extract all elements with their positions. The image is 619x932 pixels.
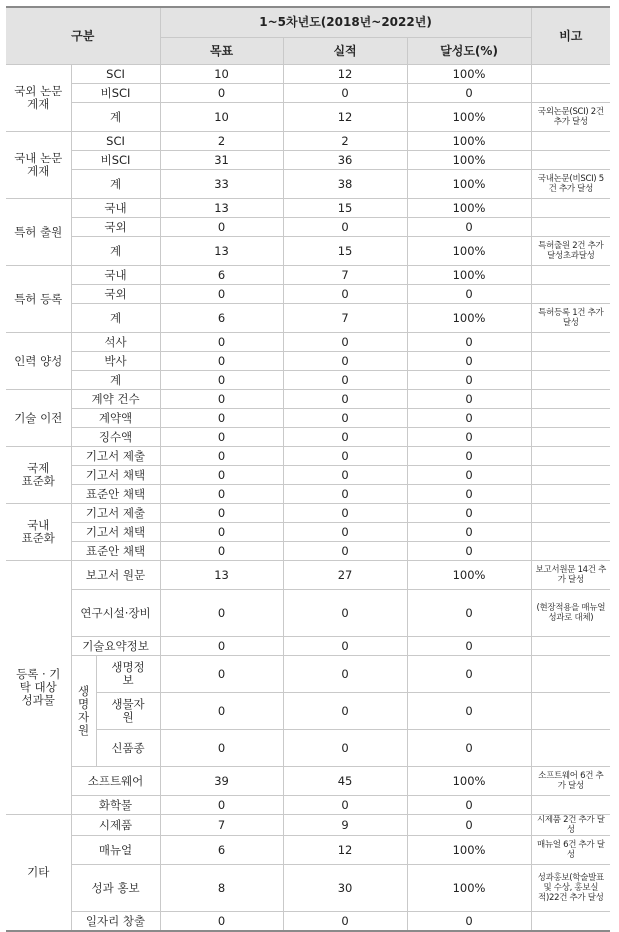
item-label: 표준안 채택 — [71, 485, 160, 504]
item-label: 석사 — [71, 333, 160, 352]
category-label: 기술 이전 — [6, 390, 71, 447]
note-cell — [531, 352, 610, 371]
note-cell — [531, 730, 610, 767]
target-value: 10 — [160, 65, 283, 84]
achievement-value: 100% — [407, 65, 531, 84]
table-row — [6, 590, 610, 637]
achievement-value: 0 — [407, 218, 531, 237]
note-cell — [531, 447, 610, 466]
category-label: 국외 논문 게재 — [6, 65, 71, 132]
item-label: 기고서 제출 — [71, 447, 160, 466]
table-row — [6, 836, 610, 865]
target-value: 13 — [160, 237, 283, 266]
category-label: 특허 등록 — [6, 266, 71, 333]
achievement-value: 100% — [407, 237, 531, 266]
note-cell — [531, 266, 610, 285]
actual-value: 36 — [283, 151, 407, 170]
achievement-value: 0 — [407, 466, 531, 485]
table-row — [6, 65, 610, 84]
table-row — [6, 304, 610, 333]
target-value: 0 — [160, 371, 283, 390]
target-value: 2 — [160, 132, 283, 151]
note-cell: 시제품 2건 추가 달성 — [531, 815, 610, 836]
achievement-value: 0 — [407, 409, 531, 428]
target-value: 0 — [160, 352, 283, 371]
target-value: 0 — [160, 428, 283, 447]
actual-value: 0 — [283, 371, 407, 390]
achievement-value: 0 — [407, 504, 531, 523]
actual-value: 0 — [283, 730, 407, 767]
actual-value: 9 — [283, 815, 407, 836]
table-row — [6, 333, 610, 352]
item-label: 성과 홍보 — [71, 865, 160, 912]
header-period: 1~5차년도(2018년~2022년) — [160, 7, 531, 38]
achievement-value: 100% — [407, 561, 531, 590]
item-label: 생물자 원 — [96, 693, 160, 730]
note-cell: 매뉴얼 6건 추가 달성 — [531, 836, 610, 865]
achievement-value: 100% — [407, 836, 531, 865]
achievement-value: 0 — [407, 371, 531, 390]
note-cell — [531, 65, 610, 84]
achievement-value: 100% — [407, 767, 531, 796]
actual-value: 0 — [283, 409, 407, 428]
note-cell — [531, 333, 610, 352]
item-label: 화학물 — [71, 796, 160, 815]
achievement-value: 100% — [407, 865, 531, 912]
target-value: 0 — [160, 637, 283, 656]
table-row — [6, 656, 610, 693]
note-cell — [531, 693, 610, 730]
performance-table-container — [6, 6, 610, 932]
actual-value: 0 — [283, 504, 407, 523]
table-row — [6, 390, 610, 409]
achievement-value: 0 — [407, 447, 531, 466]
table-row — [6, 266, 610, 285]
header-category: 구분 — [6, 7, 160, 65]
item-label: 계약 건수 — [71, 390, 160, 409]
actual-value: 0 — [283, 523, 407, 542]
note-cell — [531, 151, 610, 170]
item-label: 국내 — [71, 199, 160, 218]
table-row — [6, 199, 610, 218]
achievement-value: 0 — [407, 485, 531, 504]
table-row — [6, 865, 610, 912]
actual-value: 0 — [283, 218, 407, 237]
note-cell — [531, 485, 610, 504]
table-row — [6, 428, 610, 447]
note-cell — [531, 218, 610, 237]
target-value: 6 — [160, 266, 283, 285]
note-cell — [531, 199, 610, 218]
item-label: 매뉴얼 — [71, 836, 160, 865]
header-row-top — [6, 7, 610, 38]
actual-value: 0 — [283, 447, 407, 466]
header-note: 비고 — [531, 7, 610, 65]
item-label: 박사 — [71, 352, 160, 371]
achievement-value: 0 — [407, 730, 531, 767]
table-row — [6, 796, 610, 815]
item-label: 시제품 — [71, 815, 160, 836]
achievement-value: 100% — [407, 103, 531, 132]
achievement-value: 0 — [407, 656, 531, 693]
achievement-value: 0 — [407, 352, 531, 371]
item-label: SCI — [71, 132, 160, 151]
actual-value: 0 — [283, 796, 407, 815]
table-row — [6, 561, 610, 590]
item-label: 계 — [71, 371, 160, 390]
item-label: 기술요약정보 — [71, 637, 160, 656]
item-label: 표준안 채택 — [71, 542, 160, 561]
table-row — [6, 912, 610, 932]
actual-value: 0 — [283, 590, 407, 637]
target-value: 6 — [160, 836, 283, 865]
item-label: 기고서 제출 — [71, 504, 160, 523]
category-label: 국내 표준화 — [6, 504, 71, 561]
table-row — [6, 447, 610, 466]
target-value: 0 — [160, 409, 283, 428]
actual-value: 0 — [283, 693, 407, 730]
actual-value: 38 — [283, 170, 407, 199]
target-value: 8 — [160, 865, 283, 912]
actual-value: 0 — [283, 333, 407, 352]
item-label: SCI — [71, 65, 160, 84]
actual-value: 30 — [283, 865, 407, 912]
table-row — [6, 693, 610, 730]
note-cell — [531, 656, 610, 693]
achievement-value: 100% — [407, 151, 531, 170]
category-label: 인력 양성 — [6, 333, 71, 390]
header-achievement: 달성도(%) — [407, 38, 531, 65]
target-value: 0 — [160, 390, 283, 409]
item-label: 신품종 — [96, 730, 160, 767]
note-cell — [531, 132, 610, 151]
target-value: 13 — [160, 199, 283, 218]
note-cell: 보고서원문 14건 추가 달성 — [531, 561, 610, 590]
note-cell: 성과홍보(학술발표 및 수상, 홍보실적)22건 추가 달성 — [531, 865, 610, 912]
item-label: 국내 — [71, 266, 160, 285]
achievement-value: 0 — [407, 796, 531, 815]
actual-value: 0 — [283, 466, 407, 485]
item-label: 비SCI — [71, 84, 160, 103]
achievement-value: 100% — [407, 170, 531, 199]
target-value: 0 — [160, 523, 283, 542]
table-row — [6, 132, 610, 151]
target-value: 0 — [160, 796, 283, 815]
actual-value: 0 — [283, 656, 407, 693]
actual-value: 0 — [283, 285, 407, 304]
actual-value: 12 — [283, 103, 407, 132]
item-label: 계약액 — [71, 409, 160, 428]
table-row — [6, 151, 610, 170]
achievement-value: 100% — [407, 132, 531, 151]
item-label: 계 — [71, 103, 160, 132]
note-cell — [531, 637, 610, 656]
actual-value: 45 — [283, 767, 407, 796]
note-cell — [531, 466, 610, 485]
achievement-value: 100% — [407, 266, 531, 285]
item-label: 소프트웨어 — [71, 767, 160, 796]
table-row — [6, 767, 610, 796]
note-cell — [531, 542, 610, 561]
target-value: 0 — [160, 693, 283, 730]
actual-value: 0 — [283, 542, 407, 561]
table-row — [6, 409, 610, 428]
note-cell: 국외논문(SCI) 2건 추가 달성 — [531, 103, 610, 132]
table-row — [6, 466, 610, 485]
actual-value: 0 — [283, 84, 407, 103]
item-label: 계 — [71, 304, 160, 333]
target-value: 0 — [160, 84, 283, 103]
item-label: 기고서 채택 — [71, 466, 160, 485]
category-label: 기타 — [6, 815, 71, 932]
note-cell: 특허출원 2건 추가 달성초과달성 — [531, 237, 610, 266]
achievement-value: 100% — [407, 199, 531, 218]
table-row — [6, 542, 610, 561]
performance-table — [6, 6, 610, 932]
target-value: 39 — [160, 767, 283, 796]
target-value: 0 — [160, 504, 283, 523]
table-row — [6, 523, 610, 542]
achievement-value: 0 — [407, 590, 531, 637]
note-cell: 국내논문(비SCI) 5건 추가 달성 — [531, 170, 610, 199]
note-cell — [531, 84, 610, 103]
item-label: 국외 — [71, 218, 160, 237]
target-value: 0 — [160, 285, 283, 304]
target-value: 0 — [160, 912, 283, 932]
target-value: 7 — [160, 815, 283, 836]
actual-value: 0 — [283, 637, 407, 656]
table-row — [6, 170, 610, 199]
achievement-value: 0 — [407, 815, 531, 836]
actual-value: 2 — [283, 132, 407, 151]
table-row — [6, 815, 610, 836]
table-row — [6, 285, 610, 304]
target-value: 13 — [160, 561, 283, 590]
target-value: 31 — [160, 151, 283, 170]
table-body — [6, 65, 610, 932]
header-actual: 실적 — [283, 38, 407, 65]
target-value: 10 — [160, 103, 283, 132]
table-row — [6, 84, 610, 103]
note-cell — [531, 504, 610, 523]
table-row — [6, 352, 610, 371]
achievement-value: 0 — [407, 390, 531, 409]
achievement-value: 100% — [407, 304, 531, 333]
item-label: 생명정 보 — [96, 656, 160, 693]
actual-value: 0 — [283, 352, 407, 371]
actual-value: 7 — [283, 304, 407, 333]
note-cell — [531, 371, 610, 390]
target-value: 33 — [160, 170, 283, 199]
actual-value: 0 — [283, 428, 407, 447]
actual-value: 15 — [283, 237, 407, 266]
item-label: 일자리 창출 — [71, 912, 160, 932]
actual-value: 12 — [283, 65, 407, 84]
target-value: 6 — [160, 304, 283, 333]
header-target: 목표 — [160, 38, 283, 65]
category-label: 국내 논문 게재 — [6, 132, 71, 199]
achievement-value: 0 — [407, 84, 531, 103]
table-row — [6, 103, 610, 132]
achievement-value: 0 — [407, 912, 531, 932]
item-label: 국외 — [71, 285, 160, 304]
actual-value: 15 — [283, 199, 407, 218]
target-value: 0 — [160, 656, 283, 693]
actual-value: 0 — [283, 485, 407, 504]
achievement-value: 0 — [407, 428, 531, 447]
achievement-value: 0 — [407, 637, 531, 656]
note-cell: 소프트웨어 6건 추가 달성 — [531, 767, 610, 796]
category-label: 국제 표준화 — [6, 447, 71, 504]
achievement-value: 0 — [407, 542, 531, 561]
target-value: 0 — [160, 333, 283, 352]
actual-value: 0 — [283, 912, 407, 932]
target-value: 0 — [160, 542, 283, 561]
category-label: 특허 출원 — [6, 199, 71, 266]
actual-value: 27 — [283, 561, 407, 590]
table-row — [6, 637, 610, 656]
note-cell — [531, 523, 610, 542]
target-value: 0 — [160, 466, 283, 485]
table-row — [6, 504, 610, 523]
achievement-value: 0 — [407, 523, 531, 542]
note-cell — [531, 428, 610, 447]
item-label: 계 — [71, 170, 160, 199]
target-value: 0 — [160, 730, 283, 767]
item-label: 계 — [71, 237, 160, 266]
note-cell — [531, 390, 610, 409]
note-cell: (현장적용을 매뉴얼 성과로 대체) — [531, 590, 610, 637]
table-row — [6, 371, 610, 390]
actual-value: 7 — [283, 266, 407, 285]
note-cell — [531, 409, 610, 428]
item-label: 보고서 원문 — [71, 561, 160, 590]
item-label: 징수액 — [71, 428, 160, 447]
item-label: 연구시설·장비 — [71, 590, 160, 637]
note-cell — [531, 912, 610, 932]
target-value: 0 — [160, 590, 283, 637]
note-cell — [531, 285, 610, 304]
target-value: 0 — [160, 218, 283, 237]
achievement-value: 0 — [407, 285, 531, 304]
table-row — [6, 218, 610, 237]
target-value: 0 — [160, 485, 283, 504]
item-label: 기고서 채택 — [71, 523, 160, 542]
table-row — [6, 237, 610, 266]
target-value: 0 — [160, 447, 283, 466]
actual-value: 0 — [283, 390, 407, 409]
subcategory-label: 생명 자원 — [71, 656, 96, 767]
achievement-value: 0 — [407, 693, 531, 730]
table-row — [6, 730, 610, 767]
category-label: 등록 · 기 탁 대상 성과물 — [6, 561, 71, 815]
table-row — [6, 485, 610, 504]
note-cell — [531, 796, 610, 815]
actual-value: 12 — [283, 836, 407, 865]
achievement-value: 0 — [407, 333, 531, 352]
item-label: 비SCI — [71, 151, 160, 170]
note-cell: 특허등록 1건 추가 달성 — [531, 304, 610, 333]
